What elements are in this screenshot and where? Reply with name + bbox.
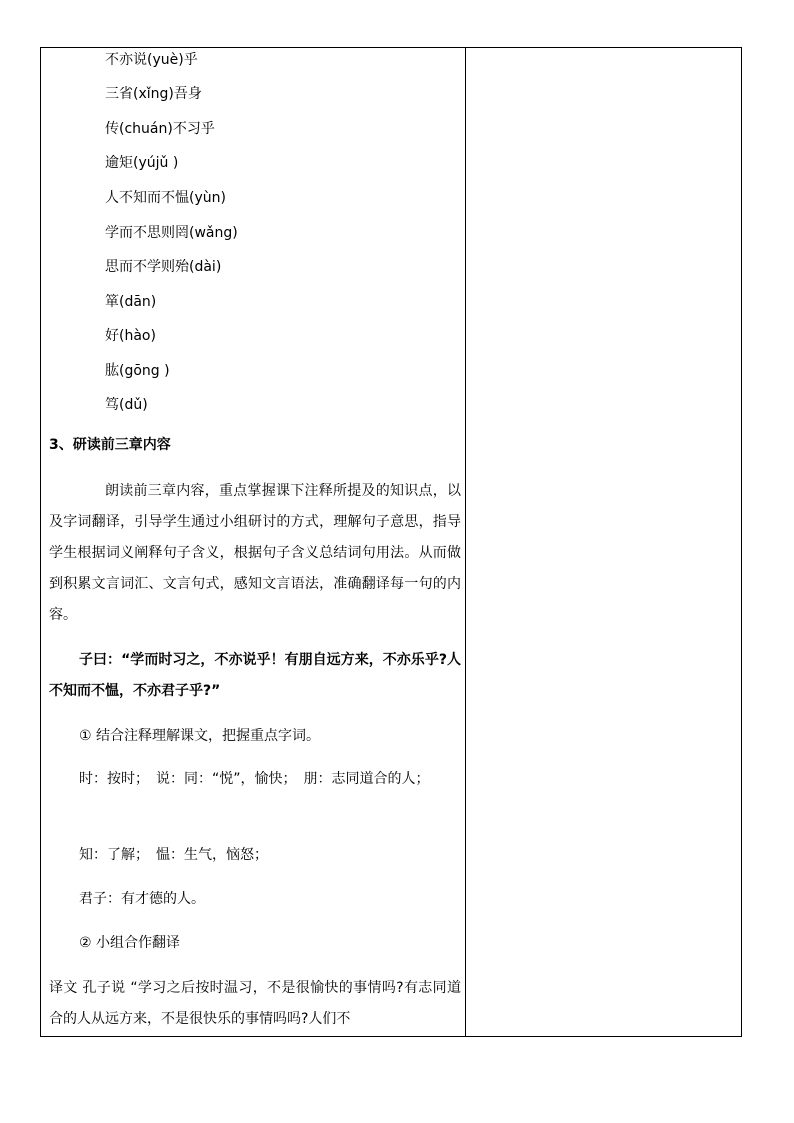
pinyin-item: 肱(gōng ) [105, 363, 170, 379]
teaching-content-cell [41, 48, 465, 1036]
gloss-line: 君子：有才德的人。 [79, 891, 205, 907]
step-one: ① 结合注释理解课文，把握重点字词。 [79, 728, 320, 744]
pinyin-item: 学而不思则罔(wǎng) [105, 225, 238, 241]
pinyin-item: 笃(dǔ) [105, 397, 148, 413]
translation-paragraph: 译文 孔子说 “学习之后按时温习，不是很愉快的事情吗?有志同道合的人从远方来，不是很快乐的事情吗吗?人们不 [49, 980, 461, 1027]
pinyin-item: 好(hào) [105, 328, 156, 344]
analects-quote: 子曰：“学而时习之，不亦说乎！有朋自远方来，不亦乐乎?人不知而不愠，不亦君子乎?” [49, 652, 461, 699]
pinyin-item: 传(chuán)不习乎 [105, 121, 215, 137]
pinyin-item: 思而不学则殆(dài) [105, 259, 222, 275]
gloss-line: 时：按时； 说：同：“悦”，愉快； 朋：志同道合的人； [79, 771, 430, 787]
pinyin-item: 逾矩(yújǔ ) [105, 155, 179, 171]
pinyin-item: 三省(xǐng)吾身 [105, 86, 202, 102]
pinyin-item: 箪(dān) [105, 294, 157, 310]
notes-cell [466, 48, 741, 1036]
section-heading: 3、研读前三章内容 [49, 437, 171, 453]
pinyin-item: 不亦说(yuè)乎 [105, 52, 198, 68]
intro-paragraph: 朗读前三章内容，重点掌握课下注释所提及的知识点，以及字词翻译，引导学生通过小组研讨的方式，理解句子意思，指导学生根据词义阐释句子含义，根据句子含义总结词句用法。从而做到积累文言词汇、文言句式，感知文言语法，准确翻译每一句的内容。 [49, 483, 461, 623]
step-two: ② 小组合作翻译 [79, 935, 181, 951]
gloss-line: 知：了解； 愠：生气，恼怒； [79, 847, 268, 863]
pinyin-item: 人不知而不愠(yùn) [105, 190, 226, 206]
